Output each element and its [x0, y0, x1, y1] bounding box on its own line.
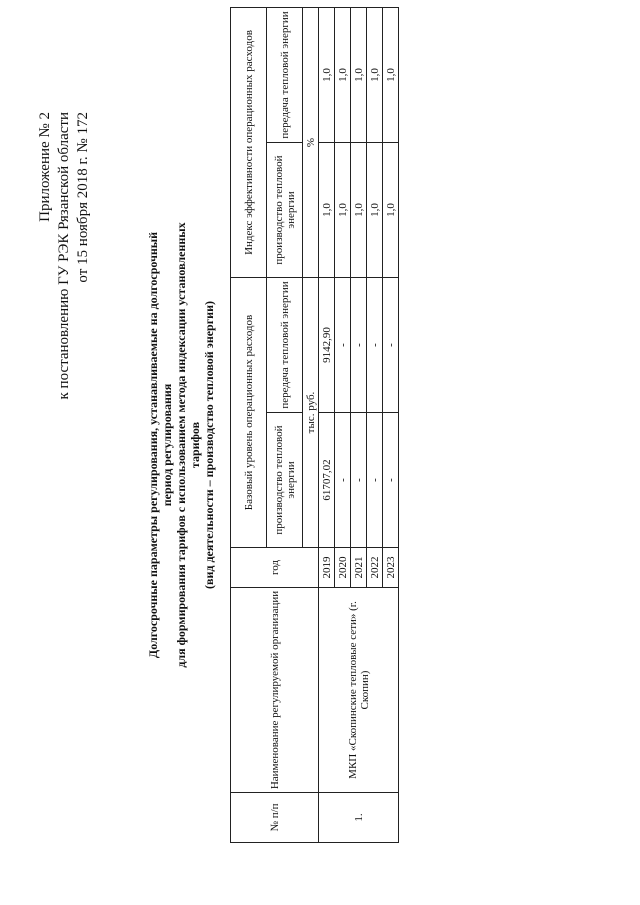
row-number: 1. [319, 793, 399, 843]
header-base-prod: производство тепловой энергии [267, 413, 303, 548]
header-base: Базовый уровень операционных расходов [231, 278, 267, 548]
unit-index: % [303, 8, 319, 278]
cell-year: 2023 [383, 548, 399, 588]
heading-line-2: для формирования тарифов с использованием метода индексации установленных тарифов [174, 222, 202, 668]
parameters-table [230, 7, 399, 843]
cell-index-prod: 1,0 [383, 143, 399, 278]
cell-base-trans: 9142,90 [319, 278, 335, 413]
header-num: № п/п [231, 793, 319, 843]
header-index-prod: производство тепловой энергии [267, 143, 303, 278]
header-index: Индекс эффективности операционных расходов [231, 8, 267, 278]
table-row [319, 8, 335, 843]
cell-index-trans: 1,0 [351, 8, 367, 143]
header-org: Наименование регулируемой организации [231, 588, 319, 793]
header-year: год [231, 548, 319, 588]
org-name: МКП «Скопинские тепловые сети» (г. Скопин) [319, 588, 399, 793]
cell-base-prod: - [351, 413, 367, 548]
cell-year: 2019 [319, 548, 335, 588]
unit-base: тыс. руб. [303, 278, 319, 548]
cell-base-prod: 61707,02 [319, 413, 335, 548]
cell-index-trans: 1,0 [319, 8, 335, 143]
cell-base-prod: - [335, 413, 351, 548]
appendix-block [36, 112, 93, 399]
header-row-1 [231, 8, 267, 843]
cell-index-trans: 1,0 [335, 8, 351, 143]
appendix-date: от 15 ноября 2018 г. № 172 [75, 112, 91, 283]
cell-base-trans: - [351, 278, 367, 413]
heading-line-1: Долгосрочные параметры регулирования, устанавливаемые на долгосрочный период регулирования [146, 231, 174, 659]
cell-base-prod: - [383, 413, 399, 548]
cell-index-prod: 1,0 [351, 143, 367, 278]
cell-year: 2022 [367, 548, 383, 588]
heading-line-3: (вид деятельности – производство тепловой энергии) [202, 300, 216, 590]
header-base-trans: передача тепловой энергии [267, 278, 303, 413]
cell-year: 2020 [335, 548, 351, 588]
header-index-trans: передача тепловой энергии [267, 8, 303, 143]
cell-base-trans: - [383, 278, 399, 413]
cell-base-trans: - [367, 278, 383, 413]
cell-year: 2021 [351, 548, 367, 588]
cell-base-prod: - [367, 413, 383, 548]
appendix-title: Приложение № 2 [37, 112, 53, 222]
cell-index-prod: 1,0 [335, 143, 351, 278]
cell-index-trans: 1,0 [367, 8, 383, 143]
cell-index-prod: 1,0 [367, 143, 383, 278]
appendix-decree: к постановлению ГУ РЭК Рязанской области [56, 112, 72, 400]
document-heading [146, 215, 216, 675]
cell-index-trans: 1,0 [383, 8, 399, 143]
cell-base-trans: - [335, 278, 351, 413]
cell-index-prod: 1,0 [319, 143, 335, 278]
